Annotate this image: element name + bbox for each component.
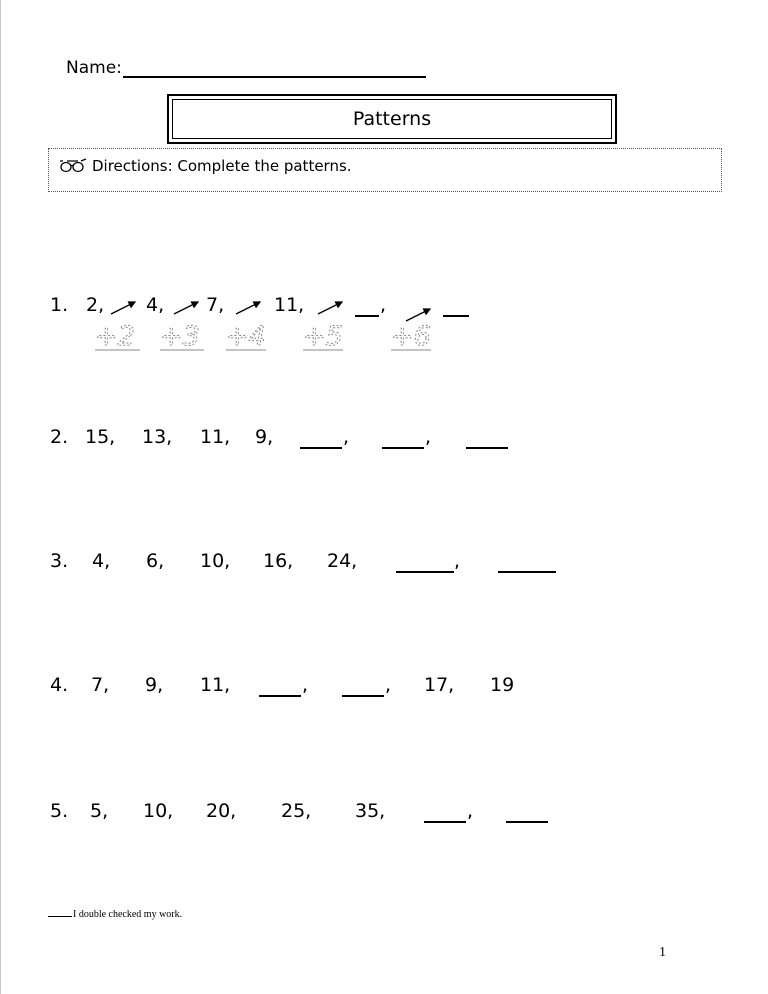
page-title: Patterns [352,108,432,130]
double-check-text: I double checked my work. [73,909,183,920]
term: 13, [142,426,173,448]
name-blank[interactable] [123,58,426,78]
glasses-icon [59,158,87,174]
problem-4 [50,674,520,704]
term: 25, [281,800,312,822]
problem-3 [50,550,560,580]
term: 35, [355,800,386,822]
name-field [66,58,426,78]
term: 15, [85,426,116,448]
term: 11, [200,674,231,696]
answer-blank[interactable] [396,571,454,573]
hint-label: +3 [160,321,200,352]
term: 17, [424,674,455,696]
term: , [454,550,461,572]
directions-box [48,148,722,192]
double-check-note [48,909,182,920]
answer-blank[interactable] [342,695,384,697]
term: , [380,294,387,316]
term: , [425,426,432,448]
problem-1 [50,294,480,324]
term: 7, [206,294,225,316]
term: 7, [91,674,110,696]
hint-label: +2 [95,321,135,352]
problem-2 [50,426,520,456]
hint-label: +5 [303,321,343,352]
page-edge [0,0,1,994]
answer-blank[interactable] [355,315,379,317]
term: 11, [200,426,231,448]
term: 4, [146,294,165,316]
term: 5, [90,800,109,822]
term: 9, [145,674,164,696]
problem-number: 2. [50,426,69,448]
answer-blank[interactable] [466,447,508,449]
problem-number: 3. [50,550,69,572]
term: 10, [143,800,174,822]
term: 20, [206,800,237,822]
term: 19 [490,674,515,696]
answer-blank[interactable] [443,315,469,317]
term: 16, [263,550,294,572]
term: , [385,674,392,696]
name-label: Name: [66,58,122,78]
term: 11, [274,294,305,316]
term: 4, [92,550,111,572]
problem-number: 4. [50,674,69,696]
hint-label: +4 [226,321,266,352]
answer-blank[interactable] [300,447,342,449]
hint-label: +6 [391,321,431,352]
term: 10, [200,550,231,572]
term: 2, [86,294,105,316]
term: , [467,800,474,822]
answer-blank[interactable] [382,447,424,449]
check-blank[interactable] [48,916,72,917]
problem-5 [50,800,550,830]
title-box [167,94,617,144]
answer-blank[interactable] [498,571,556,573]
answer-blank[interactable] [506,821,548,823]
title-inner [172,99,612,139]
problem-number: 1. [50,294,69,316]
term: , [343,426,350,448]
term: 9, [255,426,274,448]
term: 6, [146,550,165,572]
term: , [302,674,309,696]
term: 24, [327,550,358,572]
problem-number: 5. [50,800,69,822]
answer-blank[interactable] [424,821,466,823]
directions-text: Directions: Complete the patterns. [92,157,352,175]
page-number: 1 [659,945,666,960]
answer-blank[interactable] [259,695,301,697]
